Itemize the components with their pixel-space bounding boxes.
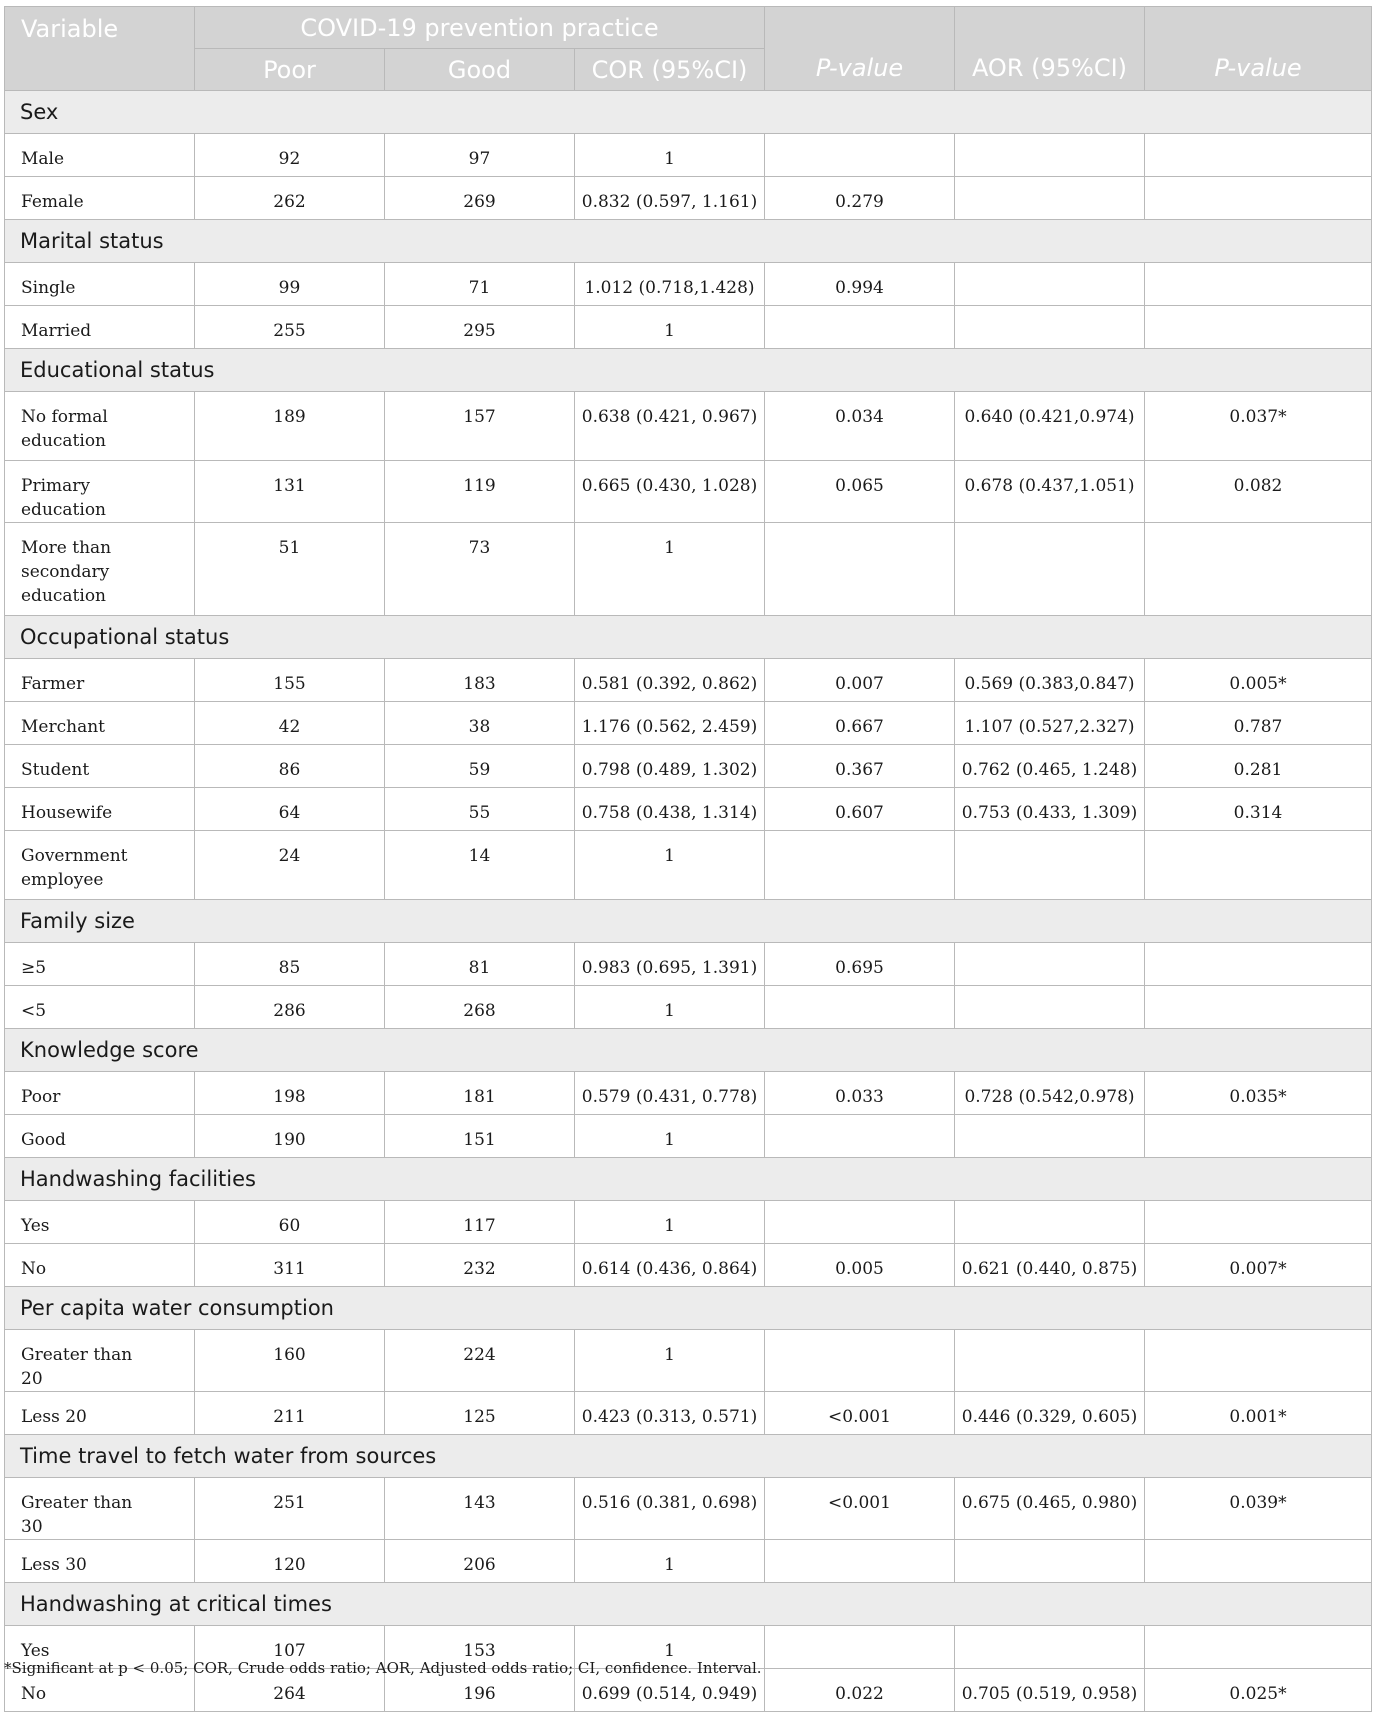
results-table	[4, 6, 1372, 1712]
table-footnote: *Significant at p < 0.05; COR, Crude odds ratio; AOR, Adjusted odds ratio; CI, confidence. Interval.	[4, 1659, 762, 1677]
cell-poor: 155	[195, 659, 385, 702]
cell-aor	[955, 1330, 1145, 1392]
cell-poor: 255	[195, 306, 385, 349]
cell-cor: 1	[575, 306, 765, 349]
cell-p-value-adjusted: 0.007*	[1145, 1244, 1372, 1287]
cell-p-value-adjusted: 0.281	[1145, 745, 1372, 788]
cell-poor: 251	[195, 1478, 385, 1540]
row-label: Married	[5, 306, 195, 349]
cell-p-value-crude: 0.034	[765, 392, 955, 461]
cell-cor: 0.699 (0.514, 0.949)	[575, 1669, 765, 1712]
cell-good: 71	[385, 263, 575, 306]
header-aor: AOR (95%CI)	[955, 7, 1145, 91]
table-row	[5, 1201, 1372, 1244]
cell-p-value-crude	[765, 306, 955, 349]
cell-cor: 1	[575, 986, 765, 1029]
cell-poor: 85	[195, 943, 385, 986]
cell-p-value-adjusted	[1145, 831, 1372, 900]
header-variable: Variable	[5, 7, 195, 91]
section-row	[5, 1158, 1372, 1201]
cell-p-value-adjusted: 0.787	[1145, 702, 1372, 745]
cell-p-value-adjusted: 0.039*	[1145, 1478, 1372, 1540]
cell-cor: 0.758 (0.438, 1.314)	[575, 788, 765, 831]
table-row	[5, 1072, 1372, 1115]
cell-p-value-adjusted	[1145, 943, 1372, 986]
cell-p-value-crude: 0.695	[765, 943, 955, 986]
section-row	[5, 616, 1372, 659]
cell-aor	[955, 263, 1145, 306]
cell-p-value-crude: 0.667	[765, 702, 955, 745]
section-title: Educational status	[5, 349, 1372, 392]
cell-p-value-crude	[765, 1540, 955, 1583]
cell-aor	[955, 1540, 1145, 1583]
cell-p-value-crude	[765, 1330, 955, 1392]
row-label: More than secondary education	[5, 523, 195, 616]
cell-poor: 51	[195, 523, 385, 616]
cell-aor: 0.705 (0.519, 0.958)	[955, 1669, 1145, 1712]
row-label: Merchant	[5, 702, 195, 745]
cell-p-value-adjusted	[1145, 1626, 1372, 1669]
cell-good: 224	[385, 1330, 575, 1392]
cell-poor: 262	[195, 177, 385, 220]
header-cor: COR (95%CI)	[575, 49, 765, 91]
cell-p-value-crude: 0.607	[765, 788, 955, 831]
table-row	[5, 788, 1372, 831]
cell-aor	[955, 986, 1145, 1029]
table-row	[5, 1392, 1372, 1435]
cell-aor	[955, 523, 1145, 616]
cell-good: 153	[385, 1626, 575, 1669]
cell-aor	[955, 1201, 1145, 1244]
row-label: Single	[5, 263, 195, 306]
cell-p-value-crude: 0.033	[765, 1072, 955, 1115]
table-row	[5, 1115, 1372, 1158]
cell-p-value-adjusted: 0.037*	[1145, 392, 1372, 461]
cell-p-value-crude: <0.001	[765, 1392, 955, 1435]
cell-p-value-adjusted	[1145, 263, 1372, 306]
cell-poor: 107	[195, 1626, 385, 1669]
header-p-value-crude-text: P-value	[815, 54, 904, 82]
header-poor: Poor	[195, 49, 385, 91]
section-row	[5, 1029, 1372, 1072]
cell-good: 117	[385, 1201, 575, 1244]
table-row	[5, 263, 1372, 306]
cell-poor: 64	[195, 788, 385, 831]
cell-good: 81	[385, 943, 575, 986]
cell-cor: 1	[575, 523, 765, 616]
cell-cor: 1.012 (0.718,1.428)	[575, 263, 765, 306]
cell-cor: 1.176 (0.562, 2.459)	[575, 702, 765, 745]
row-label: Less 20	[5, 1392, 195, 1435]
section-title: Handwashing at critical times	[5, 1583, 1372, 1626]
cell-p-value-crude	[765, 1626, 955, 1669]
cell-good: 196	[385, 1669, 575, 1712]
header-p-value-adjusted	[1145, 7, 1372, 91]
cell-aor: 0.678 (0.437,1.051)	[955, 461, 1145, 523]
cell-good: 269	[385, 177, 575, 220]
cell-poor: 160	[195, 1330, 385, 1392]
cell-cor: 1	[575, 1626, 765, 1669]
table-row	[5, 1244, 1372, 1287]
cell-cor: 0.614 (0.436, 0.864)	[575, 1244, 765, 1287]
cell-cor: 0.832 (0.597, 1.161)	[575, 177, 765, 220]
cell-cor: 1	[575, 1330, 765, 1392]
cell-good: 232	[385, 1244, 575, 1287]
section-row	[5, 1435, 1372, 1478]
table-row	[5, 1330, 1372, 1392]
cell-p-value-adjusted: 0.314	[1145, 788, 1372, 831]
cell-p-value-crude: 0.065	[765, 461, 955, 523]
cell-aor	[955, 943, 1145, 986]
cell-cor: 0.638 (0.421, 0.967)	[575, 392, 765, 461]
cell-aor: 0.728 (0.542,0.978)	[955, 1072, 1145, 1115]
cell-good: 38	[385, 702, 575, 745]
cell-p-value-adjusted	[1145, 134, 1372, 177]
cell-good: 97	[385, 134, 575, 177]
row-label: Poor	[5, 1072, 195, 1115]
table-row	[5, 461, 1372, 523]
table-header	[5, 7, 1372, 91]
cell-good: 268	[385, 986, 575, 1029]
table-row	[5, 1478, 1372, 1540]
table-row	[5, 177, 1372, 220]
cell-good: 206	[385, 1540, 575, 1583]
cell-good: 14	[385, 831, 575, 900]
cell-aor: 0.569 (0.383,0.847)	[955, 659, 1145, 702]
header-p-value-adjusted-text: P-value	[1214, 54, 1302, 82]
cell-cor: 0.798 (0.489, 1.302)	[575, 745, 765, 788]
header-p-value-crude	[765, 7, 955, 91]
table-row	[5, 659, 1372, 702]
cell-p-value-crude	[765, 523, 955, 616]
cell-p-value-crude: 0.367	[765, 745, 955, 788]
row-label: Yes	[5, 1201, 195, 1244]
cell-p-value-crude	[765, 831, 955, 900]
section-title: Handwashing facilities	[5, 1158, 1372, 1201]
table-row	[5, 943, 1372, 986]
cell-aor	[955, 306, 1145, 349]
row-label: Greater than 20	[5, 1330, 195, 1392]
cell-p-value-crude: 0.279	[765, 177, 955, 220]
cell-poor: 198	[195, 1072, 385, 1115]
cell-poor: 211	[195, 1392, 385, 1435]
cell-good: 181	[385, 1072, 575, 1115]
section-title: Sex	[5, 91, 1372, 134]
cell-p-value-crude	[765, 1201, 955, 1244]
cell-p-value-adjusted: 0.025*	[1145, 1669, 1372, 1712]
section-title: Per capita water consumption	[5, 1287, 1372, 1330]
cell-p-value-adjusted	[1145, 1540, 1372, 1583]
cell-good: 73	[385, 523, 575, 616]
section-row	[5, 91, 1372, 134]
cell-aor: 0.753 (0.433, 1.309)	[955, 788, 1145, 831]
cell-good: 125	[385, 1392, 575, 1435]
row-label: Greater than 30	[5, 1478, 195, 1540]
cell-p-value-crude	[765, 986, 955, 1029]
cell-poor: 86	[195, 745, 385, 788]
cell-good: 295	[385, 306, 575, 349]
cell-p-value-adjusted	[1145, 1330, 1372, 1392]
cell-p-value-crude: 0.007	[765, 659, 955, 702]
cell-p-value-adjusted: 0.001*	[1145, 1392, 1372, 1435]
section-row	[5, 349, 1372, 392]
cell-cor: 0.423 (0.313, 0.571)	[575, 1392, 765, 1435]
cell-good: 143	[385, 1478, 575, 1540]
row-label: Farmer	[5, 659, 195, 702]
cell-cor: 1	[575, 134, 765, 177]
header-covid-prevention-practice: COVID-19 prevention practice	[195, 7, 765, 49]
table-row	[5, 745, 1372, 788]
cell-poor: 189	[195, 392, 385, 461]
row-label: Student	[5, 745, 195, 788]
cell-p-value-adjusted: 0.005*	[1145, 659, 1372, 702]
cell-poor: 190	[195, 1115, 385, 1158]
cell-p-value-adjusted	[1145, 306, 1372, 349]
cell-cor: 0.983 (0.695, 1.391)	[575, 943, 765, 986]
row-label: Male	[5, 134, 195, 177]
cell-poor: 264	[195, 1669, 385, 1712]
cell-poor: 131	[195, 461, 385, 523]
cell-p-value-adjusted	[1145, 1201, 1372, 1244]
cell-cor: 1	[575, 831, 765, 900]
section-title: Marital status	[5, 220, 1372, 263]
cell-poor: 92	[195, 134, 385, 177]
cell-good: 119	[385, 461, 575, 523]
section-title: Knowledge score	[5, 1029, 1372, 1072]
row-label: Government employee	[5, 831, 195, 900]
section-row	[5, 220, 1372, 263]
cell-p-value-crude	[765, 1115, 955, 1158]
table-row	[5, 702, 1372, 745]
cell-aor: 0.446 (0.329, 0.605)	[955, 1392, 1145, 1435]
row-label: Primary education	[5, 461, 195, 523]
row-label: No formal education	[5, 392, 195, 461]
section-row	[5, 900, 1372, 943]
cell-p-value-crude: 0.994	[765, 263, 955, 306]
cell-aor: 0.762 (0.465, 1.248)	[955, 745, 1145, 788]
section-row	[5, 1287, 1372, 1330]
cell-p-value-adjusted	[1145, 177, 1372, 220]
row-label: Housewife	[5, 788, 195, 831]
header-good: Good	[385, 49, 575, 91]
table-row	[5, 831, 1372, 900]
row-label: Less 30	[5, 1540, 195, 1583]
section-title: Occupational status	[5, 616, 1372, 659]
cell-good: 151	[385, 1115, 575, 1158]
cell-cor: 0.581 (0.392, 0.862)	[575, 659, 765, 702]
cell-p-value-crude: <0.001	[765, 1478, 955, 1540]
row-label: <5	[5, 986, 195, 1029]
cell-p-value-adjusted	[1145, 1115, 1372, 1158]
cell-cor: 1	[575, 1540, 765, 1583]
section-title: Family size	[5, 900, 1372, 943]
cell-cor: 0.665 (0.430, 1.028)	[575, 461, 765, 523]
cell-aor	[955, 177, 1145, 220]
table-row	[5, 1540, 1372, 1583]
row-label: No	[5, 1669, 195, 1712]
row-label: Yes	[5, 1626, 195, 1669]
cell-p-value-adjusted: 0.082	[1145, 461, 1372, 523]
cell-good: 157	[385, 392, 575, 461]
cell-p-value-adjusted	[1145, 986, 1372, 1029]
cell-p-value-crude: 0.022	[765, 1669, 955, 1712]
table-row	[5, 392, 1372, 461]
cell-good: 59	[385, 745, 575, 788]
cell-poor: 60	[195, 1201, 385, 1244]
table-row	[5, 134, 1372, 177]
cell-p-value-adjusted: 0.035*	[1145, 1072, 1372, 1115]
cell-aor: 0.640 (0.421,0.974)	[955, 392, 1145, 461]
table-row	[5, 986, 1372, 1029]
cell-aor	[955, 1626, 1145, 1669]
cell-aor	[955, 1115, 1145, 1158]
cell-aor	[955, 134, 1145, 177]
cell-good: 183	[385, 659, 575, 702]
table-row	[5, 306, 1372, 349]
row-label: No	[5, 1244, 195, 1287]
table-body	[5, 91, 1372, 1712]
cell-poor: 311	[195, 1244, 385, 1287]
cell-poor: 99	[195, 263, 385, 306]
cell-cor: 1	[575, 1115, 765, 1158]
cell-aor: 0.675 (0.465, 0.980)	[955, 1478, 1145, 1540]
cell-poor: 286	[195, 986, 385, 1029]
cell-aor	[955, 831, 1145, 900]
cell-cor: 0.516 (0.381, 0.698)	[575, 1478, 765, 1540]
row-label: ≥5	[5, 943, 195, 986]
cell-p-value-crude	[765, 134, 955, 177]
cell-cor: 1	[575, 1201, 765, 1244]
table-row	[5, 523, 1372, 616]
cell-aor: 1.107 (0.527,2.327)	[955, 702, 1145, 745]
table-container	[4, 6, 1371, 1712]
section-row	[5, 1583, 1372, 1626]
cell-good: 55	[385, 788, 575, 831]
cell-poor: 24	[195, 831, 385, 900]
cell-aor: 0.621 (0.440, 0.875)	[955, 1244, 1145, 1287]
row-label: Good	[5, 1115, 195, 1158]
cell-p-value-crude: 0.005	[765, 1244, 955, 1287]
row-label: Female	[5, 177, 195, 220]
section-title: Time travel to fetch water from sources	[5, 1435, 1372, 1478]
cell-cor: 0.579 (0.431, 0.778)	[575, 1072, 765, 1115]
cell-poor: 42	[195, 702, 385, 745]
cell-poor: 120	[195, 1540, 385, 1583]
cell-p-value-adjusted	[1145, 523, 1372, 616]
